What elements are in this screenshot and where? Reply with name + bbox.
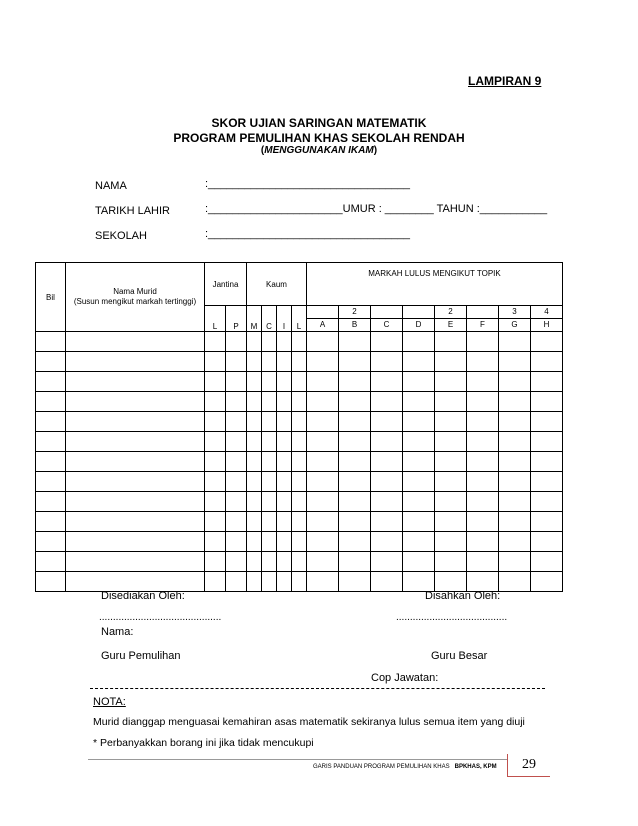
table-cell[interactable] xyxy=(226,412,247,432)
table-cell[interactable] xyxy=(499,472,531,492)
table-cell[interactable] xyxy=(292,392,307,412)
table-cell[interactable] xyxy=(292,472,307,492)
method-name: MENGGUNAKAN IKAM xyxy=(264,145,374,156)
bil-header: Bil xyxy=(36,263,66,332)
sekolah-field[interactable]: :_________________________________ xyxy=(205,228,410,240)
form-subtitle: PROGRAM PEMULIHAN KHAS SEKOLAH RENDAH xyxy=(173,131,465,145)
table-row xyxy=(36,552,563,572)
nama-field[interactable]: :_________________________________ xyxy=(205,178,410,190)
table-cell[interactable] xyxy=(467,472,499,492)
table-cell[interactable] xyxy=(292,552,307,572)
nama-murid-header xyxy=(66,263,205,332)
table-cell[interactable] xyxy=(66,572,205,592)
table-cell[interactable] xyxy=(403,472,435,492)
table-cell[interactable] xyxy=(36,492,66,512)
topic-letter: H xyxy=(543,320,550,329)
topic-number: 2 xyxy=(435,306,466,319)
table-cell[interactable] xyxy=(339,532,371,552)
table-cell[interactable] xyxy=(307,412,339,432)
table-row xyxy=(36,352,563,372)
table-cell[interactable] xyxy=(205,452,226,472)
table-cell[interactable] xyxy=(292,332,307,352)
table-cell[interactable] xyxy=(435,432,467,452)
nota-text: Murid dianggap menguasai kemahiran asas matematik sekiranya lulus semua item yang diuji xyxy=(93,716,525,728)
table-cell[interactable] xyxy=(36,552,66,572)
table-cell[interactable] xyxy=(226,372,247,392)
table-cell[interactable] xyxy=(36,572,66,592)
table-cell[interactable] xyxy=(403,392,435,412)
table-cell[interactable] xyxy=(66,392,205,412)
table-cell[interactable] xyxy=(499,392,531,412)
method-close: ) xyxy=(373,145,378,156)
nama-signatory-label: Nama: xyxy=(101,626,134,638)
table-cell[interactable] xyxy=(277,352,292,372)
table-cell[interactable] xyxy=(277,472,292,492)
table-cell[interactable] xyxy=(307,392,339,412)
table-cell[interactable] xyxy=(262,452,277,472)
kaum-col-header: M xyxy=(247,306,262,332)
table-cell[interactable] xyxy=(205,572,226,592)
table-cell[interactable] xyxy=(339,352,371,372)
table-cell[interactable] xyxy=(36,532,66,552)
table-cell[interactable] xyxy=(247,412,262,432)
table-cell[interactable] xyxy=(531,452,563,472)
table-cell[interactable] xyxy=(292,412,307,432)
table-cell[interactable] xyxy=(467,552,499,572)
table-cell[interactable] xyxy=(435,512,467,532)
table-row xyxy=(36,432,563,452)
table-cell[interactable] xyxy=(292,352,307,372)
table-cell[interactable] xyxy=(36,352,66,372)
table-cell[interactable] xyxy=(307,372,339,392)
table-cell[interactable] xyxy=(467,352,499,372)
page-number: 29 xyxy=(507,754,550,777)
table-cell[interactable] xyxy=(499,532,531,552)
table-cell[interactable] xyxy=(531,392,563,412)
table-cell[interactable] xyxy=(66,372,205,392)
table-cell[interactable] xyxy=(467,492,499,512)
score-table xyxy=(35,262,563,592)
table-cell[interactable] xyxy=(403,372,435,392)
kaum-col-header: C xyxy=(262,306,277,332)
table-cell[interactable] xyxy=(226,452,247,472)
table-cell[interactable] xyxy=(435,452,467,472)
table-cell[interactable] xyxy=(531,492,563,512)
table-cell[interactable] xyxy=(371,432,403,452)
table-cell[interactable] xyxy=(247,492,262,512)
nama-label: NAMA xyxy=(95,180,127,192)
table-cell[interactable] xyxy=(371,452,403,472)
footer-doc-title: GARIS PANDUAN PROGRAM PEMULIHAN KHAS xyxy=(313,764,450,770)
table-cell[interactable] xyxy=(339,452,371,472)
markah-col-header xyxy=(403,306,435,332)
table-cell[interactable] xyxy=(307,572,339,592)
table-cell[interactable] xyxy=(262,372,277,392)
table-cell[interactable] xyxy=(467,332,499,352)
table-cell[interactable] xyxy=(292,572,307,592)
table-cell[interactable] xyxy=(371,512,403,532)
appendix-label: LAMPIRAN 9 xyxy=(468,74,542,88)
table-cell[interactable] xyxy=(277,332,292,352)
table-cell[interactable] xyxy=(247,512,262,532)
topic-letter: F xyxy=(480,320,485,329)
table-cell[interactable] xyxy=(339,412,371,432)
table-cell[interactable] xyxy=(499,352,531,372)
table-cell[interactable] xyxy=(205,532,226,552)
table-cell[interactable] xyxy=(226,432,247,452)
footer-rule xyxy=(88,759,548,760)
table-cell[interactable] xyxy=(277,512,292,532)
sekolah-label: SEKOLAH xyxy=(95,230,147,242)
table-cell[interactable] xyxy=(262,412,277,432)
table-cell[interactable] xyxy=(371,352,403,372)
table-cell[interactable] xyxy=(66,552,205,572)
table-cell[interactable] xyxy=(371,552,403,572)
table-cell[interactable] xyxy=(36,512,66,532)
cop-jawatan-label: Cop Jawatan: xyxy=(371,672,439,684)
topic-number: 2 xyxy=(339,306,370,319)
table-cell[interactable] xyxy=(339,392,371,412)
table-cell[interactable] xyxy=(66,412,205,432)
table-cell[interactable] xyxy=(499,512,531,532)
table-cell[interactable] xyxy=(403,352,435,372)
table-cell[interactable] xyxy=(499,452,531,472)
tarikh-lahir-label: TARIKH LAHIR xyxy=(95,205,170,217)
kaum-col-header: L xyxy=(292,306,307,332)
table-cell[interactable] xyxy=(435,492,467,512)
table-cell[interactable] xyxy=(226,472,247,492)
table-cell[interactable] xyxy=(262,332,277,352)
table-cell[interactable] xyxy=(247,552,262,572)
table-cell[interactable] xyxy=(262,392,277,412)
nota-label: NOTA: xyxy=(93,696,126,708)
table-cell[interactable] xyxy=(307,452,339,472)
table-cell[interactable] xyxy=(307,552,339,572)
table-cell[interactable] xyxy=(403,532,435,552)
footer-org: BPKHAS, KPM xyxy=(454,764,497,770)
table-cell[interactable] xyxy=(307,432,339,452)
topic-number xyxy=(403,306,434,319)
disahkan-signature-line[interactable]: ........................................ xyxy=(396,612,508,623)
table-cell[interactable] xyxy=(205,392,226,412)
table-cell[interactable] xyxy=(262,512,277,532)
markah-col-header xyxy=(371,306,403,332)
table-cell[interactable] xyxy=(435,472,467,492)
table-cell[interactable] xyxy=(277,372,292,392)
nama-murid-title: Nama Murid xyxy=(113,287,157,296)
table-cell[interactable] xyxy=(226,552,247,572)
table-cell[interactable] xyxy=(531,512,563,532)
table-cell[interactable] xyxy=(66,532,205,552)
table-cell[interactable] xyxy=(531,432,563,452)
table-cell[interactable] xyxy=(403,492,435,512)
table-cell[interactable] xyxy=(292,372,307,392)
table-row xyxy=(36,492,563,512)
table-cell[interactable] xyxy=(66,512,205,532)
table-cell[interactable] xyxy=(435,412,467,432)
table-cell[interactable] xyxy=(36,412,66,432)
table-cell[interactable] xyxy=(467,572,499,592)
disediakan-signature-line[interactable]: ............................................ xyxy=(99,612,222,623)
markah-col-header xyxy=(435,306,467,332)
table-cell[interactable] xyxy=(371,372,403,392)
table-cell[interactable] xyxy=(467,452,499,472)
table-cell[interactable] xyxy=(277,392,292,412)
table-cell[interactable] xyxy=(339,512,371,532)
topic-letter: A xyxy=(319,320,326,329)
table-cell[interactable] xyxy=(226,392,247,412)
guru-besar-label: Guru Besar xyxy=(431,650,488,662)
table-cell[interactable] xyxy=(226,532,247,552)
table-cell[interactable] xyxy=(277,532,292,552)
table-cell[interactable] xyxy=(247,472,262,492)
table-cell[interactable] xyxy=(247,392,262,412)
table-cell[interactable] xyxy=(247,372,262,392)
table-cell[interactable] xyxy=(531,472,563,492)
table-cell[interactable] xyxy=(262,552,277,572)
table-cell[interactable] xyxy=(339,572,371,592)
table-cell[interactable] xyxy=(247,572,262,592)
table-cell[interactable] xyxy=(292,432,307,452)
table-cell[interactable] xyxy=(499,412,531,432)
table-cell[interactable] xyxy=(226,352,247,372)
table-cell[interactable] xyxy=(371,392,403,412)
table-cell[interactable] xyxy=(339,492,371,512)
table-row xyxy=(36,532,563,552)
kaum-header: Kaum xyxy=(247,263,307,306)
table-cell[interactable] xyxy=(277,552,292,572)
table-cell[interactable] xyxy=(307,512,339,532)
table-cell[interactable] xyxy=(205,512,226,532)
table-cell[interactable] xyxy=(292,532,307,552)
table-cell[interactable] xyxy=(205,352,226,372)
table-cell[interactable] xyxy=(247,432,262,452)
table-cell[interactable] xyxy=(499,372,531,392)
table-row xyxy=(36,452,563,472)
guru-pemulihan-label: Guru Pemulihan xyxy=(101,650,181,662)
form-title: SKOR UJIAN SARINGAN MATEMATIK xyxy=(211,116,427,130)
table-cell[interactable] xyxy=(36,332,66,352)
table-cell[interactable] xyxy=(277,492,292,512)
table-cell[interactable] xyxy=(435,372,467,392)
table-cell[interactable] xyxy=(531,352,563,372)
table-cell[interactable] xyxy=(371,532,403,552)
table-cell[interactable] xyxy=(205,412,226,432)
markah-col-header xyxy=(307,306,339,332)
table-cell[interactable] xyxy=(531,412,563,432)
table-cell[interactable] xyxy=(247,452,262,472)
table-cell[interactable] xyxy=(531,372,563,392)
table-row xyxy=(36,372,563,392)
table-cell[interactable] xyxy=(403,432,435,452)
markah-col-header xyxy=(531,306,563,332)
nota-reminder: * Perbanyakkan borang ini jika tidak mencukupi xyxy=(93,737,314,749)
table-cell[interactable] xyxy=(277,432,292,452)
table-cell[interactable] xyxy=(467,392,499,412)
table-cell[interactable] xyxy=(435,572,467,592)
table-cell[interactable] xyxy=(262,472,277,492)
markah-col-header xyxy=(499,306,531,332)
jantina-header: Jantina xyxy=(205,263,247,306)
topic-letter: D xyxy=(415,320,422,329)
kaum-col-header: I xyxy=(277,306,292,332)
table-cell[interactable] xyxy=(66,432,205,452)
table-cell[interactable] xyxy=(307,332,339,352)
table-cell[interactable] xyxy=(262,352,277,372)
table-cell[interactable] xyxy=(66,492,205,512)
table-cell[interactable] xyxy=(435,552,467,572)
table-cell[interactable] xyxy=(292,492,307,512)
table-cell[interactable] xyxy=(205,432,226,452)
table-cell[interactable] xyxy=(371,572,403,592)
jantina-col-header: P xyxy=(226,306,247,332)
table-row xyxy=(36,332,563,352)
topic-letter: G xyxy=(511,320,518,329)
table-cell[interactable] xyxy=(277,452,292,472)
table-cell[interactable] xyxy=(262,532,277,552)
divider xyxy=(90,688,545,689)
table-cell[interactable] xyxy=(247,532,262,552)
table-cell[interactable] xyxy=(435,332,467,352)
table-row xyxy=(36,412,563,432)
table-cell[interactable] xyxy=(262,432,277,452)
table-cell[interactable] xyxy=(403,452,435,472)
table-cell[interactable] xyxy=(339,552,371,572)
table-cell[interactable] xyxy=(403,552,435,572)
table-cell[interactable] xyxy=(226,332,247,352)
table-cell[interactable] xyxy=(205,552,226,572)
table-cell[interactable] xyxy=(36,452,66,472)
table-cell[interactable] xyxy=(499,492,531,512)
table-cell[interactable] xyxy=(292,512,307,532)
table-cell[interactable] xyxy=(467,432,499,452)
table-row xyxy=(36,572,563,592)
table-cell[interactable] xyxy=(36,472,66,492)
table-cell[interactable] xyxy=(205,492,226,512)
table-cell[interactable] xyxy=(205,372,226,392)
table-cell[interactable] xyxy=(36,392,66,412)
table-cell[interactable] xyxy=(531,572,563,592)
topic-letter: E xyxy=(447,320,454,329)
table-cell[interactable] xyxy=(499,572,531,592)
table-cell[interactable] xyxy=(435,392,467,412)
nama-murid-note: (Susun mengikut markah tertinggi) xyxy=(73,297,197,306)
topic-number xyxy=(467,306,498,319)
table-cell[interactable] xyxy=(247,332,262,352)
markah-header: MARKAH LULUS MENGIKUT TOPIK xyxy=(307,263,563,306)
table-cell[interactable] xyxy=(205,332,226,352)
table-cell[interactable] xyxy=(205,472,226,492)
table-cell[interactable] xyxy=(66,472,205,492)
table-cell[interactable] xyxy=(531,332,563,352)
table-cell[interactable] xyxy=(531,532,563,552)
topic-number xyxy=(307,306,338,319)
table-cell[interactable] xyxy=(66,352,205,372)
topic-letter: C xyxy=(383,320,390,329)
markah-col-header xyxy=(467,306,499,332)
table-row xyxy=(36,472,563,492)
table-cell[interactable] xyxy=(339,472,371,492)
table-cell[interactable] xyxy=(339,432,371,452)
table-row xyxy=(36,512,563,532)
table-cell[interactable] xyxy=(435,352,467,372)
table-cell[interactable] xyxy=(499,432,531,452)
topic-number: 3 xyxy=(499,306,530,319)
table-cell[interactable] xyxy=(403,332,435,352)
table-cell[interactable] xyxy=(307,352,339,372)
table-cell[interactable] xyxy=(262,572,277,592)
table-cell[interactable] xyxy=(226,572,247,592)
table-cell[interactable] xyxy=(435,532,467,552)
jantina-col-header: L xyxy=(205,306,226,332)
table-cell[interactable] xyxy=(247,352,262,372)
table-cell[interactable] xyxy=(371,332,403,352)
table-cell[interactable] xyxy=(531,552,563,572)
tarikh-lahir-field[interactable]: :______________________UMUR : ________ TAHUN :___________ xyxy=(205,203,548,215)
table-cell[interactable] xyxy=(467,512,499,532)
disahkan-label: Disahkan Oleh: xyxy=(425,590,501,602)
table-cell[interactable] xyxy=(226,492,247,512)
table-cell[interactable] xyxy=(66,332,205,352)
topic-number xyxy=(371,306,402,319)
table-cell[interactable] xyxy=(292,452,307,472)
markah-col-header xyxy=(339,306,371,332)
table-cell[interactable] xyxy=(307,532,339,552)
table-cell[interactable] xyxy=(66,452,205,472)
topic-number: 4 xyxy=(531,306,562,319)
table-row xyxy=(36,392,563,412)
table-cell[interactable] xyxy=(226,512,247,532)
topic-letter: B xyxy=(351,320,358,329)
table-cell[interactable] xyxy=(339,332,371,352)
table-cell[interactable] xyxy=(339,372,371,392)
table-cell[interactable] xyxy=(262,492,277,512)
table-cell[interactable] xyxy=(36,432,66,452)
table-cell[interactable] xyxy=(371,492,403,512)
table-cell[interactable] xyxy=(371,412,403,432)
table-cell[interactable] xyxy=(467,532,499,552)
table-cell[interactable] xyxy=(36,372,66,392)
table-cell[interactable] xyxy=(371,472,403,492)
table-cell[interactable] xyxy=(403,512,435,532)
table-cell[interactable] xyxy=(277,572,292,592)
method-open: ( xyxy=(260,145,265,156)
table-cell[interactable] xyxy=(499,332,531,352)
disediakan-label: Disediakan Oleh: xyxy=(101,590,185,602)
table-cell[interactable] xyxy=(467,372,499,392)
table-cell[interactable] xyxy=(307,472,339,492)
table-cell[interactable] xyxy=(307,492,339,512)
form-method xyxy=(0,145,638,156)
table-cell[interactable] xyxy=(499,552,531,572)
footer-text xyxy=(313,764,497,770)
table-cell[interactable] xyxy=(403,572,435,592)
table-cell[interactable] xyxy=(467,412,499,432)
table-cell[interactable] xyxy=(277,412,292,432)
table-cell[interactable] xyxy=(403,412,435,432)
